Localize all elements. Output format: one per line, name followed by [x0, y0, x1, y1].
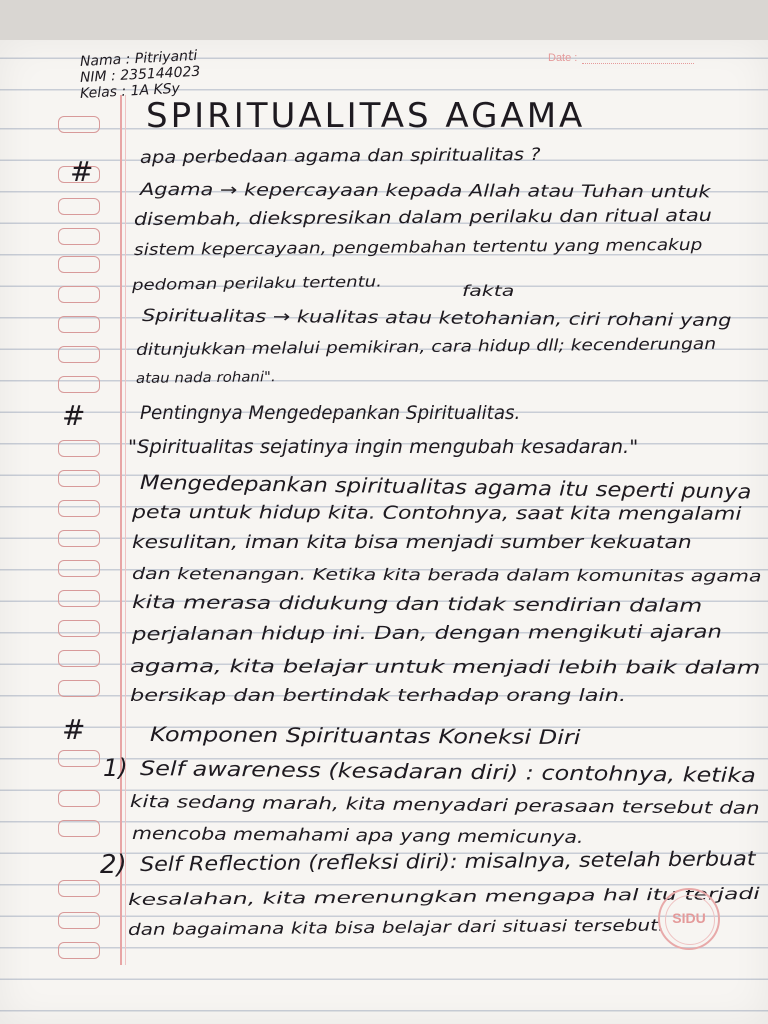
text-line: kita sedang marah, kita menyadari perasaan tersebut dan	[129, 792, 760, 819]
margin-checkbox[interactable]	[58, 198, 100, 215]
hash-bullet: #	[62, 399, 86, 432]
text-line: dan ketenangan. Ketika kita berada dalam komunitas agama	[131, 564, 762, 586]
margin-checkbox[interactable]	[58, 116, 100, 133]
number-bullet: 2)	[100, 850, 127, 880]
text-line: Mengedepankan spiritualitas agama itu seperti punya	[139, 470, 752, 504]
text-line: atau nada rohani".	[135, 369, 276, 387]
text-line: peta untuk hidup kita. Contohnya, saat kita mengalami	[131, 502, 742, 525]
text-line: pedoman perilaku tertentu.	[131, 272, 383, 294]
text-line: apa perbedaan agama dan spiritualitas ?	[139, 144, 541, 168]
section-heading: Komponen Spirituantas Koneksi Diri	[149, 722, 581, 750]
margin-checkbox[interactable]	[58, 942, 100, 959]
quote-line: "Spiritualitas sejatinya ingin mengubah kesadaran."	[128, 436, 639, 458]
margin-checkbox[interactable]	[58, 470, 100, 487]
margin-checkbox[interactable]	[58, 680, 100, 697]
student-name: Nama : Pitriyanti	[79, 47, 198, 70]
stamp-logo-text: SIDU	[672, 910, 706, 926]
margin-checkbox[interactable]	[58, 880, 100, 897]
margin-checkbox[interactable]	[58, 750, 100, 767]
text-line: Agama → kepercayaan kepada Allah atau Tuhan untuk	[139, 180, 711, 203]
text-line: kesulitan, iman kita bisa menjadi sumber kekuatan	[132, 532, 692, 553]
text-line: disembah, diekspresikan dalam perilaku dan ritual atau	[133, 205, 712, 230]
section-heading: Pentingnya Mengedepankan Spiritualitas.	[140, 402, 521, 424]
margin-checkbox[interactable]	[58, 256, 100, 273]
date-label: Date :	[548, 52, 578, 64]
text-line: Spiritualitas → kualitas atau ketohanian, ciri rohani yang	[141, 306, 732, 332]
text-line: sistem kepercayaan, pengembahan tertentu yang mencakup	[133, 234, 703, 259]
page-top-edge	[0, 0, 768, 44]
student-nim: NIM : 235144023	[79, 63, 201, 86]
page-title: SPIRITUALITAS AGAMA	[146, 96, 586, 136]
margin-checkbox[interactable]	[58, 820, 100, 837]
text-line: mencoba memahami apa yang memicunya.	[131, 824, 584, 848]
text-line: fakta	[462, 282, 515, 300]
text-line: perjalanan hidup ini. Dan, dengan mengikuti ajaran	[131, 621, 723, 645]
margin-checkbox[interactable]	[58, 590, 100, 607]
text-line: ditunjukkan melalui pemikiran, cara hidup dll; kecenderungan	[135, 333, 717, 359]
number-bullet: 1)	[103, 754, 128, 782]
margin-checkbox[interactable]	[58, 346, 100, 363]
text-line: kita merasa didukung dan tidak sendirian dalam	[131, 592, 703, 617]
hash-bullet: #	[62, 713, 86, 746]
margin-checkbox[interactable]	[58, 560, 100, 577]
text-line: Self awareness (kesadaran diri) : contohnya, ketika	[139, 756, 757, 788]
margin-checkbox[interactable]	[58, 912, 100, 929]
date-field[interactable]	[582, 63, 694, 64]
margin-checkbox[interactable]	[58, 790, 100, 807]
text-line: dan bagaimana kita bisa belajar dari situasi tersebut.	[127, 915, 665, 939]
margin-line-secondary	[125, 95, 126, 965]
text-line: bersikap dan bertindak terhadap orang lain.	[130, 686, 627, 706]
text-line: agama, kita belajar untuk menjadi lebih baik dalam	[129, 656, 761, 679]
margin-checkbox[interactable]	[58, 376, 100, 393]
margin-checkbox[interactable]	[58, 500, 100, 517]
margin-checkbox[interactable]	[58, 530, 100, 547]
margin-checkbox[interactable]	[58, 286, 100, 303]
margin-checkbox[interactable]	[58, 650, 100, 667]
text-line: kesalahan, kita merenungkan mengapa hal itu terjadi	[127, 883, 760, 909]
margin-checkbox[interactable]	[58, 440, 100, 457]
margin-checkbox[interactable]	[58, 620, 100, 637]
margin-checkbox[interactable]	[58, 316, 100, 333]
hash-bullet: #	[70, 155, 94, 188]
margin-checkbox[interactable]	[58, 228, 100, 245]
margin-line	[120, 95, 122, 965]
sidu-stamp	[658, 888, 720, 950]
student-class: Kelas : 1A KSy	[79, 80, 181, 102]
text-line: Self Reflection (refleksi diri): misalnya, setelah berbuat	[139, 846, 756, 876]
